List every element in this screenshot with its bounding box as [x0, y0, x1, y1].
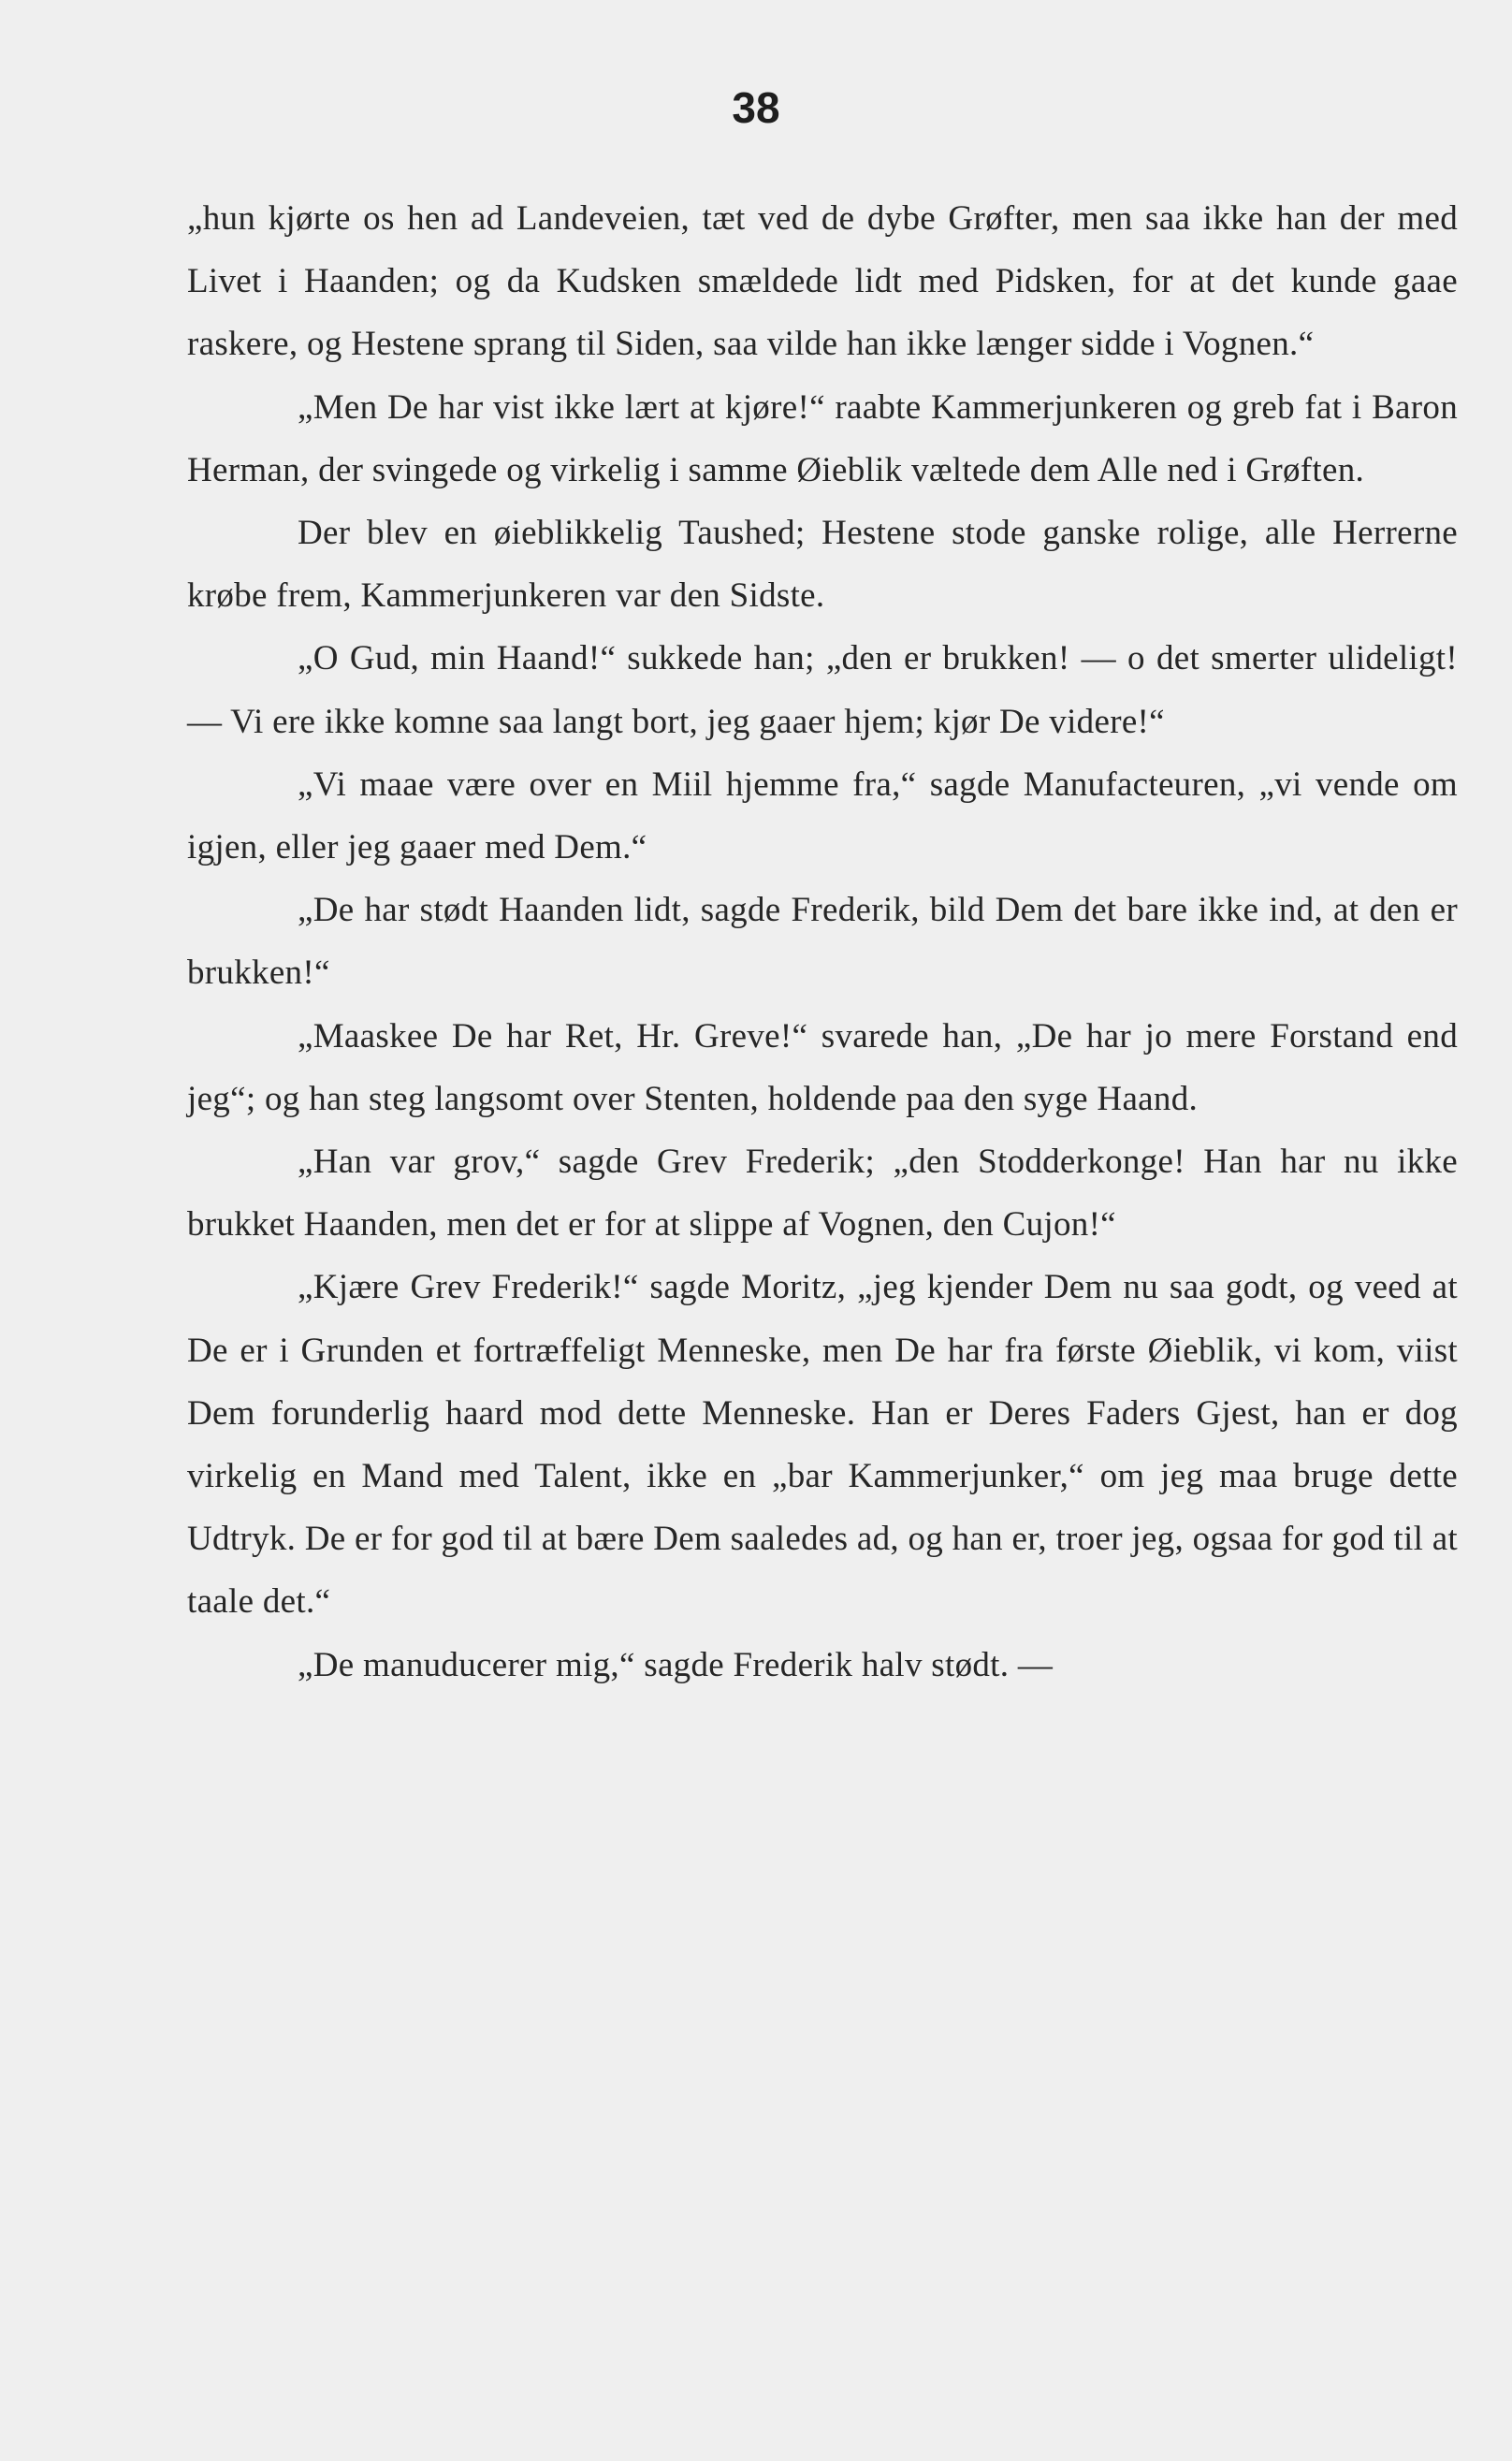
body-text — [187, 187, 1458, 1696]
paragraph: „De har stødt Haanden lidt, sagde Frederik, bild Dem det bare ikke ind, at den er brukken!“ — [187, 891, 1458, 993]
page-number: 38 — [732, 83, 780, 132]
paragraph: „Han var grov,“ sagde Grev Frederik; „den Stodderkonge! Han har nu ikke brukket Haanden, men det er for at slippe af Vognen, den Cujon!“ — [187, 1143, 1458, 1245]
paragraph: „De manuducerer mig,“ sagde Frederik halv stødt. — — [298, 1645, 1054, 1684]
paragraph: „Maaskee De har Ret, Hr. Greve!“ svarede han, „De har jo mere Forstand end jeg“; og han steg langsomt over Stenten, holdende paa den syge Haand. — [187, 1016, 1458, 1118]
paragraph: „hun kjørte os hen ad Landeveien, tæt ved de dybe Grøfter, men saa ikke han der med Livet i Haanden; og da Kudsken smældede lidt med Pidsken, for at det kunde gaae raskere, og Hestene sprang til Siden, saa vilde han ikke længer sidde i Vognen.“ — [187, 199, 1458, 364]
paragraph: „Kjære Grev Frederik!“ sagde Moritz, „jeg kjender Dem nu saa godt, og veed at De er i Grunden et fortræffeligt Menneske, men De har fra første Øieblik, vi kom, viist Dem forunderlig haard mod dette Menneske. Han er Deres Faders Gjest, han er dog virkelig en Mand med Talent, ikke en „bar Kammerjunker,“ om jeg maa bruge dette Udtryk. De er for god til at bære Dem saaledes ad, og han er, troer jeg, ogsaa for god til at taale det.“ — [187, 1268, 1458, 1622]
paragraph: Der blev en øieblikkelig Taushed; Hestene stode ganske rolige, alle Herrerne krøbe frem, Kammerjunkeren var den Sidste. — [187, 514, 1458, 616]
paragraph: „O Gud, min Haand!“ sukkede han; „den er brukken! — o det smerter ulideligt! — Vi ere ikke komne saa langt bort, jeg gaaer hjem; kjør De videre!“ — [187, 639, 1458, 741]
paragraph: „Vi maae være over en Miil hjemme fra,“ sagde Manufacteuren, „vi vende om igjen, eller jeg gaaer med Dem.“ — [187, 765, 1458, 867]
paragraph: „Men De har vist ikke lært at kjøre!“ raabte Kammerjunkeren og greb fat i Baron Herman, der svingede og virkelig i samme Øieblik væltede dem Alle ned i Grøften. — [187, 387, 1458, 489]
